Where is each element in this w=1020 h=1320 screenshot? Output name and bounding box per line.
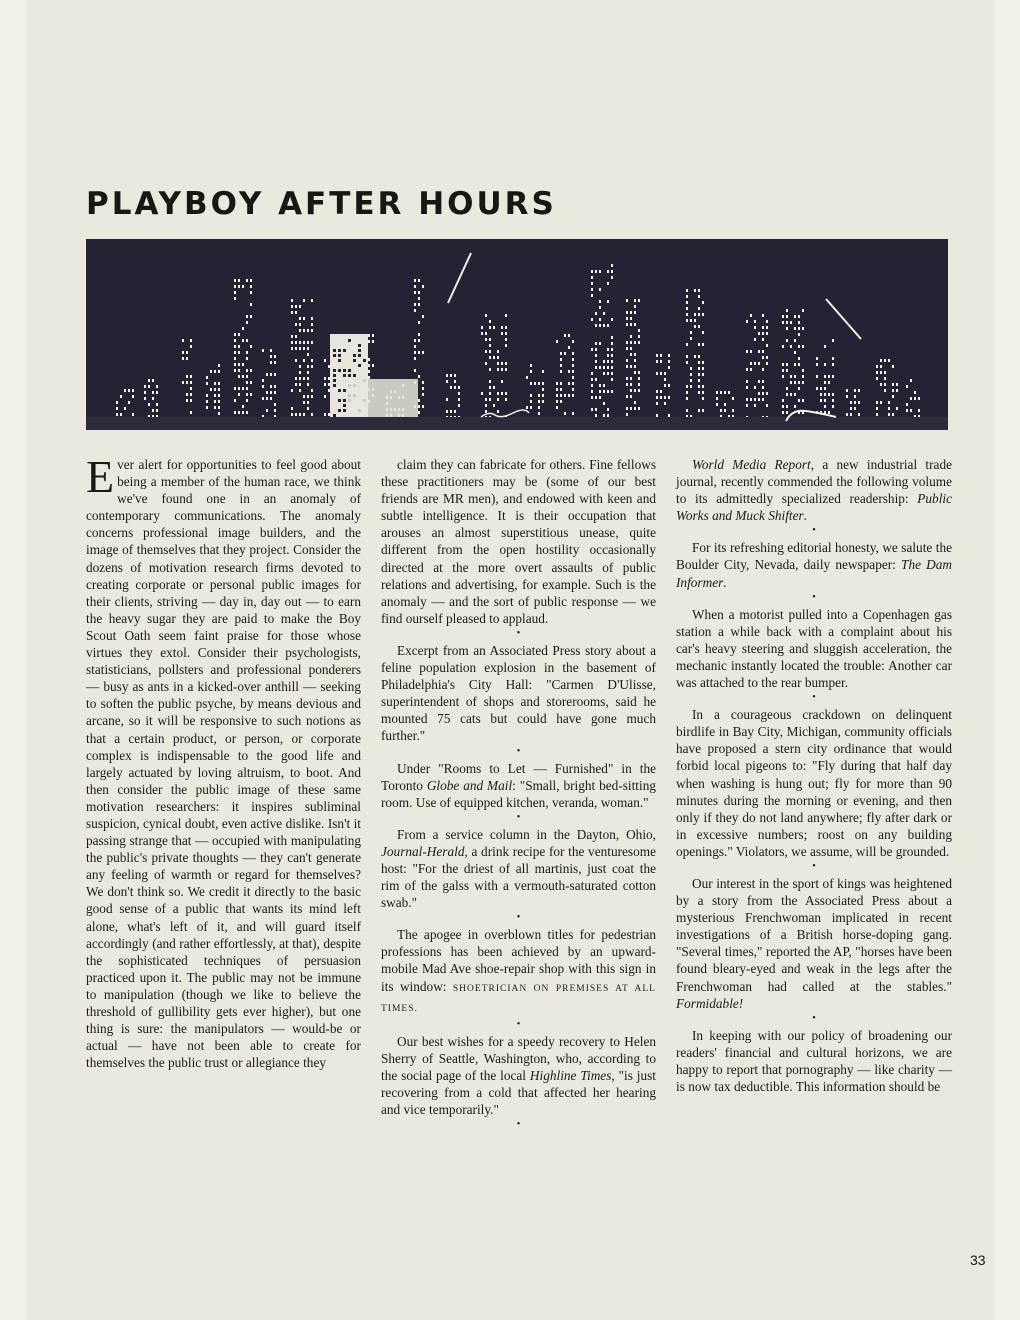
text: Our interest in the sport of kings was heightened by a story from the Associated Press about a mysterious Frenchwoman implicated in recent investigations of a British horse-doping gang. "Several times," reported the AP, "horses have been found bleary-eyed and weak in the legs after the Frenchwoman had called at the stables." xyxy=(676,875,952,994)
separator-dot: • xyxy=(812,692,816,704)
text: Our best wishes for a speedy recovery to Helen Sherry of Seattle, Washington, who, according to the social page of the local xyxy=(381,1033,656,1083)
city-skyline-banner xyxy=(86,239,948,430)
separator-dot: • xyxy=(812,1012,816,1024)
text: : "Small, bright bed-sitting room. Use of equipped kitchen, veranda, woman." xyxy=(381,777,656,810)
text: Under "Rooms to Let — Furnished" in the Toronto xyxy=(381,760,656,793)
publication-name: World Media Report xyxy=(692,457,811,472)
separator-dot: • xyxy=(516,912,521,924)
paragraph-pornography: In keeping with our policy of broadening our readers' financial and cultural horizons, we are happy to report that pornography — like charity — is now tax deductible. This information should be xyxy=(676,1027,952,1094)
paragraph-martini xyxy=(381,826,656,911)
separator-dot: • xyxy=(812,525,816,537)
column-1 xyxy=(86,451,361,1071)
separator-dot: • xyxy=(516,1018,521,1030)
shop-sign-text: SHOETRICIAN ON PREMISES AT ALL TIMES. xyxy=(381,983,656,1014)
text: , "is just recovering from a cold that affected her hearing and vice temporarily." xyxy=(381,1067,656,1118)
publication-name: The Dam Informer xyxy=(676,557,952,590)
paragraph-rooms-to-let xyxy=(381,760,656,811)
text: , a new industrial trade journal, recently commended the following volume to its admittedly specialized readership: xyxy=(676,457,952,507)
publication-name: Journal-Herald xyxy=(381,843,465,859)
city-skyline-illustration xyxy=(86,239,948,430)
exclamation: Formidable! xyxy=(676,995,744,1011)
editorial-text: ver alert for opportunities to feel good about being a member of the human race, we think we've found one in an anomaly of contemporary communications. The anomaly concerns professional image builders, and the image of themselves that they project. Consider the dozens of motivation research firms devoted to creating corporate or personal public images for their clients, striving — day in, day out — to earn the heavy sugar they are paid to make the Boy Scout Oath seem faint praise for those whose virtues they extol. Consider their psychologists, statisticians, pollsters and professional ponderers — busy as ants in a kicked-over anthill — seeking to soften the public psyche, by means devious and arcane, so it will be responsive to such notions as that a certain product, or person, or corporate complex is indispensable to the good life and largely actuated by loving altruism, to boot. And then consider the public image of these same motivation researchers: it inspires subliminal suspicion, cynical doubt, even active dislike. Isn't it passing strange that — occupied with manipulating the public's private thoughts — they can't generate any feeling of warmth or regard for themselves? We don't think so. We credit it directly to the basic good sense of a public that wants its mind left alone, what's left of it, and will guard itself accordingly (and rather effortlessly, at that), despite the sophisticated techniques of persuasion practiced upon it. The public may not be immune to manipulation (though we like to believe the threshold of gullibility gets ever higher), but one thing is sure: the manipulators — would-be or actual — have not been able to create for themselves the public trust or allegiance they xyxy=(86,457,361,1071)
paragraph-copenhagen: When a motorist pulled into a Copenhagen gas station a while back with a complaint about his car's heavy steering and sluggish acceleration, the mechanic instantly located the trouble: Another car was attached to the rear bumper. xyxy=(676,606,952,691)
text: The apogee in overblown titles for pedestrian professions has been achieved by an upward-mobile Mad Ave shoe-repair shop with this sign in its window: xyxy=(381,927,656,994)
column-2 xyxy=(381,456,656,1133)
text: . xyxy=(803,508,807,524)
separator-dot: • xyxy=(516,1119,521,1131)
text: , a drink recipe for the venturesome host: "For the driest of all martinis, just coat the rim of the galss with a vermouth-saturated cotton swab." xyxy=(381,843,656,911)
paragraph-world-media-report xyxy=(676,456,952,524)
page-title: PLAYBOY AFTER HOURS xyxy=(86,186,557,222)
separator-dot: • xyxy=(516,745,521,757)
drop-cap: E xyxy=(86,451,115,502)
paragraph-mr-men: claim they can fabricate for others. Fine fellows these practitioners may be (some of our best friends are MR men), and endowed with keen and subtle intelligence. It is their occupation that arouses an almost superstitious unease, quite different from the open hostility occasionally directed at the more overt assaults of public relations and advertising, for example. Such is the anomaly — and the sort of public response — we find ourself pleased to applaud. xyxy=(381,457,656,626)
publication-name: Public Works and Muck Shifter xyxy=(676,491,952,524)
paragraph-cats: Excerpt from an Associated Press story about a feline population explosion in the basement of Philadelphia's City Hall: "Carmen D'Ulisse, superintendent of shops and storerooms, said he mounted 75 cats but could have gone much further." xyxy=(381,642,656,744)
column-3 xyxy=(676,456,952,1095)
editorial-paragraph xyxy=(86,451,361,1071)
paragraph-dam-informer xyxy=(676,539,952,590)
paragraph-pigeons: In a courageous crackdown on delinquent birdlife in Bay City, Michigan, community officials have proposed a stern city ordinance that would forbid local pigeons to: "Fly during that half day when washing is hung out; fly for more than 90 minutes during the morning or evening, and then only if they do not land anywhere; fly after dark or in excessive numbers; roost on any building openings." Violators, we assume, will be grounded. xyxy=(676,707,952,859)
publication-name: Highline Times xyxy=(529,1067,612,1083)
text: . xyxy=(723,574,727,590)
publication-name: Globe and Mail xyxy=(426,777,513,793)
separator-dot: • xyxy=(812,860,816,872)
text: From a service column in the Dayton, Ohio, xyxy=(397,826,656,842)
paragraph-frenchwoman xyxy=(676,875,952,1012)
separator-dot: • xyxy=(516,811,521,823)
text: For its refreshing editorial honesty, we salute the Boulder City, Nevada, daily newspaper: xyxy=(676,540,952,573)
separator-dot: • xyxy=(812,591,816,603)
separator-dot: • xyxy=(516,627,521,639)
paragraph-shoetrician xyxy=(381,926,656,1017)
page-number: 33 xyxy=(970,1252,986,1268)
paragraph-helen-sherry xyxy=(381,1033,656,1118)
